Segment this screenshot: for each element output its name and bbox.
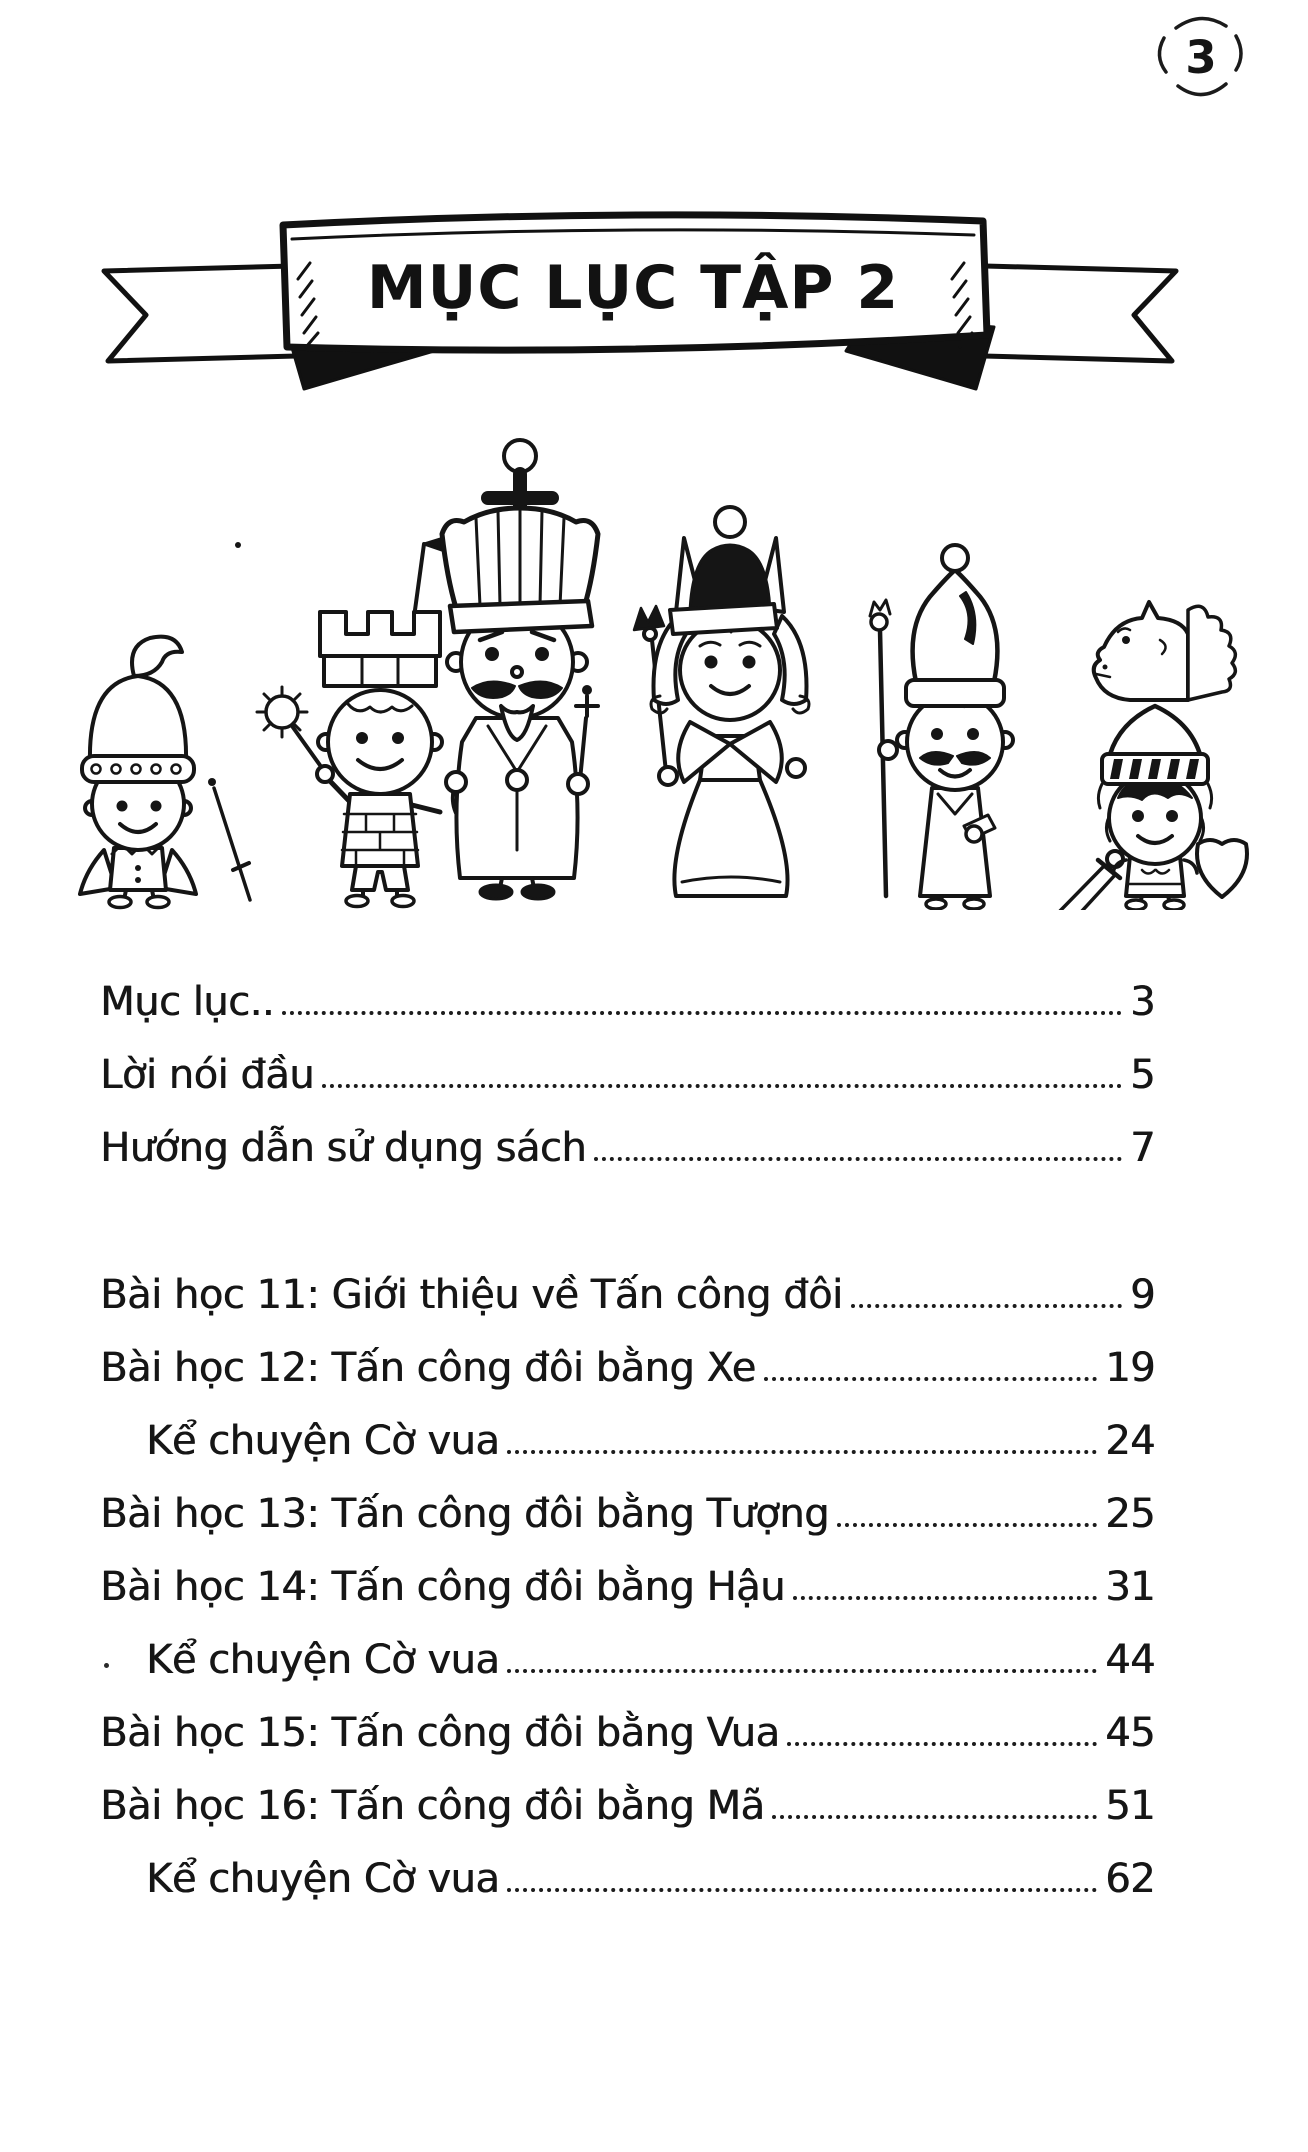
toc-item-label: Bài học 16: Tấn công đôi bằng Mã	[100, 1783, 765, 1830]
badge-left-bracket-icon	[1159, 38, 1166, 72]
toc-item-page: 19	[1105, 1345, 1155, 1392]
bishop-character	[870, 545, 1013, 909]
toc-item-label: Lời nói đầu	[100, 1052, 314, 1099]
print-speck	[235, 542, 241, 548]
toc-item-label: Bài học 11: Giới thiệu về Tấn công đôi	[100, 1272, 843, 1319]
toc-row	[100, 1025, 1155, 1098]
toc-item-page: 62	[1105, 1856, 1155, 1903]
toc-row	[100, 1318, 1155, 1391]
knight-character	[1059, 602, 1247, 910]
toc-item-label: Bài học 12: Tấn công đôi bằng Xe	[100, 1345, 756, 1392]
toc-dotted-leader	[507, 1888, 1097, 1892]
print-speck	[104, 1663, 109, 1668]
badge-bottom-arc-icon	[1178, 84, 1226, 95]
toc-item-page: 45	[1105, 1710, 1155, 1757]
toc-dotted-leader	[793, 1596, 1097, 1600]
toc-item-label: Kể chuyện Cờ vua	[146, 1418, 500, 1465]
toc-row	[100, 1756, 1155, 1829]
queen-crown-icon	[690, 545, 770, 612]
table-of-contents	[100, 952, 1155, 1902]
toc-dotted-leader	[594, 1157, 1122, 1161]
toc-item-page: 7	[1130, 1125, 1155, 1172]
bishop-staff-icon	[880, 630, 886, 896]
queen-character	[634, 507, 809, 896]
toc-row	[100, 1829, 1155, 1902]
knight-shield-icon	[1197, 840, 1247, 897]
badge-right-bracket-icon	[1236, 36, 1241, 70]
toc-item-label: Hướng dẫn sử dụng sách	[100, 1125, 587, 1172]
toc-item-page: 9	[1130, 1272, 1155, 1319]
toc-row	[100, 1537, 1155, 1610]
toc-row	[100, 1610, 1155, 1683]
toc-item-label: Kể chuyện Cờ vua	[146, 1637, 500, 1684]
toc-dotted-leader	[787, 1742, 1097, 1746]
knight-horse-icon	[1094, 602, 1188, 700]
knight-sword-icon	[1059, 866, 1115, 910]
toc-item-page: 51	[1105, 1783, 1155, 1830]
toc-dotted-leader	[507, 1450, 1097, 1454]
toc-row	[100, 1464, 1155, 1537]
page-number: 3	[1185, 31, 1217, 84]
toc-dotted-leader	[837, 1523, 1097, 1527]
pawn-sword-icon	[214, 788, 250, 900]
pawn-helmet-icon	[90, 676, 186, 762]
rook-tower-hat-icon	[320, 612, 440, 656]
toc-dotted-leader	[772, 1815, 1097, 1819]
toc-row	[100, 952, 1155, 1025]
toc-row	[100, 1245, 1155, 1318]
pawn-character	[80, 637, 250, 908]
toc-section-gap	[100, 1171, 1155, 1245]
toc-dotted-leader	[764, 1377, 1097, 1381]
toc-item-label: Mục lục..	[100, 979, 274, 1026]
page-number-badge	[1148, 4, 1252, 108]
pawn-plume-icon	[132, 637, 182, 676]
queen-face	[680, 620, 780, 720]
toc-row	[100, 1683, 1155, 1756]
badge-top-arc-icon	[1176, 18, 1226, 28]
toc-row	[100, 1098, 1155, 1171]
toc-dotted-leader	[282, 1011, 1122, 1015]
toc-item-label: Bài học 13: Tấn công đôi bằng Tượng	[100, 1491, 829, 1538]
toc-item-page: 44	[1105, 1637, 1155, 1684]
chess-characters-illustration	[30, 310, 1280, 910]
toc-item-page: 3	[1130, 979, 1155, 1026]
toc-item-page: 5	[1130, 1052, 1155, 1099]
toc-item-label: Bài học 15: Tấn công đôi bằng Vua	[100, 1710, 780, 1757]
toc-item-page: 31	[1105, 1564, 1155, 1611]
king-scepter-icon	[580, 718, 586, 780]
toc-item-label: Kể chuyện Cờ vua	[146, 1856, 500, 1903]
bishop-mitre-icon	[913, 570, 998, 682]
toc-item-label: Bài học 14: Tấn công đôi bằng Hậu	[100, 1564, 785, 1611]
toc-dotted-leader	[851, 1304, 1123, 1308]
rook-face	[328, 690, 432, 794]
toc-item-page: 24	[1105, 1418, 1155, 1465]
queen-gown	[674, 780, 787, 896]
page-title: MỤC LỤC TẬP 2	[366, 253, 900, 323]
king-character	[442, 440, 598, 899]
toc-dotted-leader	[322, 1084, 1122, 1088]
toc-row	[100, 1391, 1155, 1464]
toc-item-page: 25	[1105, 1491, 1155, 1538]
toc-dotted-leader	[507, 1669, 1097, 1673]
